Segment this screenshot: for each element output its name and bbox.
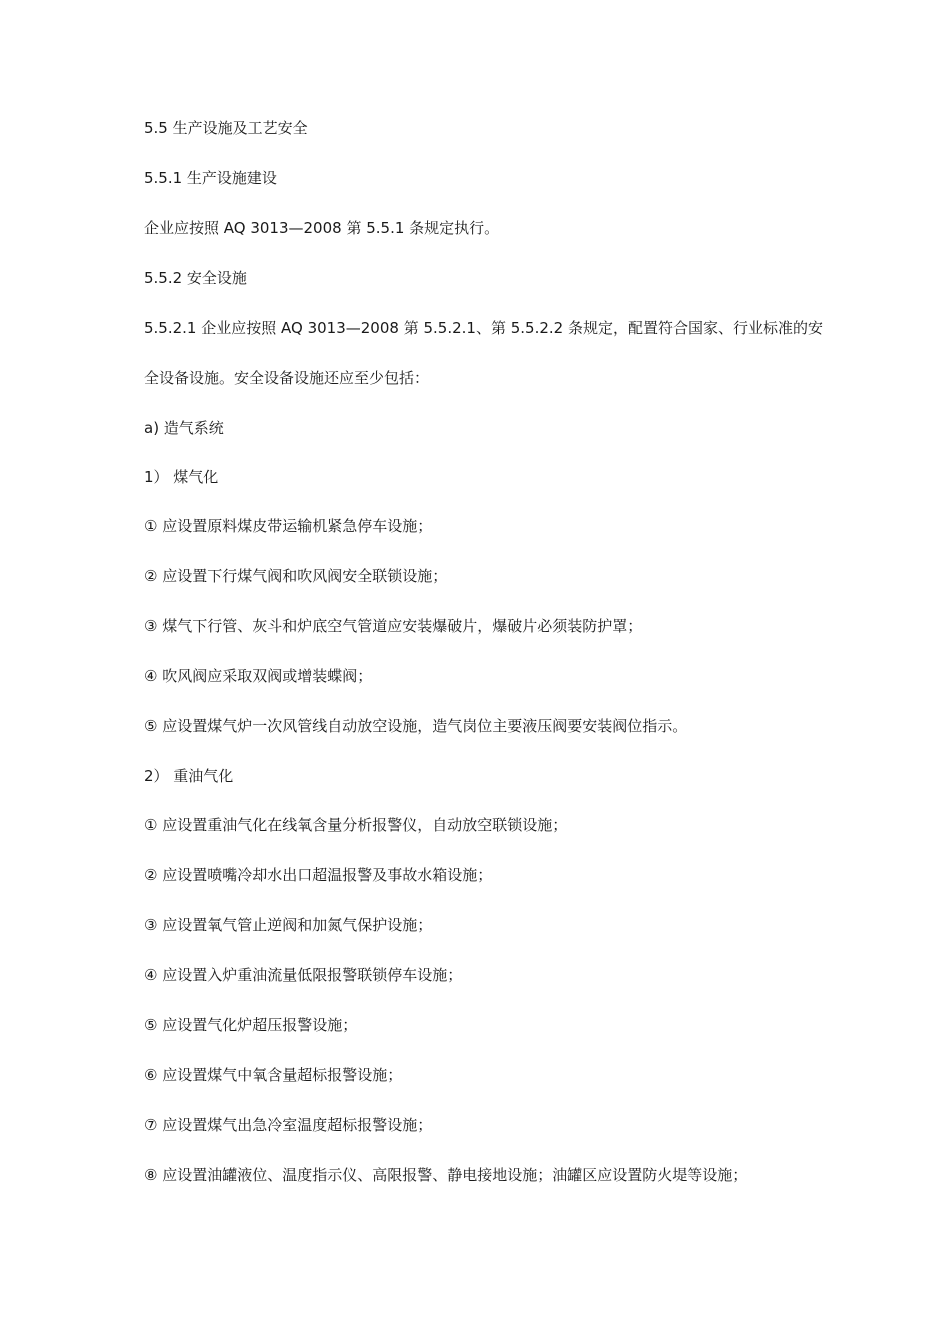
paragraph-5-5-2-1: 5.5.2.1 企业应按照 AQ 3013—2008 第 5.5.2.1、第 5.5.2.2 条规定，配置符合国家、行业标准的安: [144, 319, 823, 337]
list-item: ⑤ 应设置气化炉超压报警设施；: [144, 1016, 358, 1034]
list-heading-a: a) 造气系统: [144, 419, 224, 437]
paragraph-5-5-2-1-cont: 全设备设施。安全设备设施还应至少包括：: [144, 369, 430, 387]
list-item: ⑧ 应设置油罐液位、温度指示仪、高限报警、静电接地设施；油罐区应设置防火堤等设施；: [144, 1166, 748, 1184]
section-heading-5-5: 5.5 生产设施及工艺安全: [144, 119, 308, 137]
sub-heading-2: 2） 重油气化: [144, 767, 234, 785]
list-item: ⑥ 应设置煤气中氧含量超标报警设施；: [144, 1066, 403, 1084]
list-item: ① 应设置重油气化在线氧含量分析报警仪，自动放空联锁设施；: [144, 816, 568, 834]
section-heading-5-5-1: 5.5.1 生产设施建设: [144, 169, 277, 187]
list-item: ② 应设置喷嘴冷却水出口超温报警及事故水箱设施；: [144, 866, 493, 884]
paragraph-5-5-1: 企业应按照 AQ 3013—2008 第 5.5.1 条规定执行。: [144, 219, 500, 237]
list-item: ③ 煤气下行管、灰斗和炉底空气管道应安装爆破片，爆破片必须装防护罩；: [144, 617, 643, 635]
list-item: ⑦ 应设置煤气出急冷室温度超标报警设施；: [144, 1116, 433, 1134]
list-item: ① 应设置原料煤皮带运输机紧急停车设施；: [144, 517, 433, 535]
list-item: ④ 吹风阀应采取双阀或增装蝶阀；: [144, 667, 373, 685]
list-item: ④ 应设置入炉重油流量低限报警联锁停车设施；: [144, 966, 463, 984]
list-item: ⑤ 应设置煤气炉一次风管线自动放空设施，造气岗位主要液压阀要安装阀位指示。: [144, 717, 688, 735]
list-item: ③ 应设置氧气管止逆阀和加氮气保护设施；: [144, 916, 433, 934]
section-heading-5-5-2: 5.5.2 安全设施: [144, 269, 247, 287]
sub-heading-1: 1） 煤气化: [144, 468, 219, 486]
list-item: ② 应设置下行煤气阀和吹风阀安全联锁设施；: [144, 567, 448, 585]
